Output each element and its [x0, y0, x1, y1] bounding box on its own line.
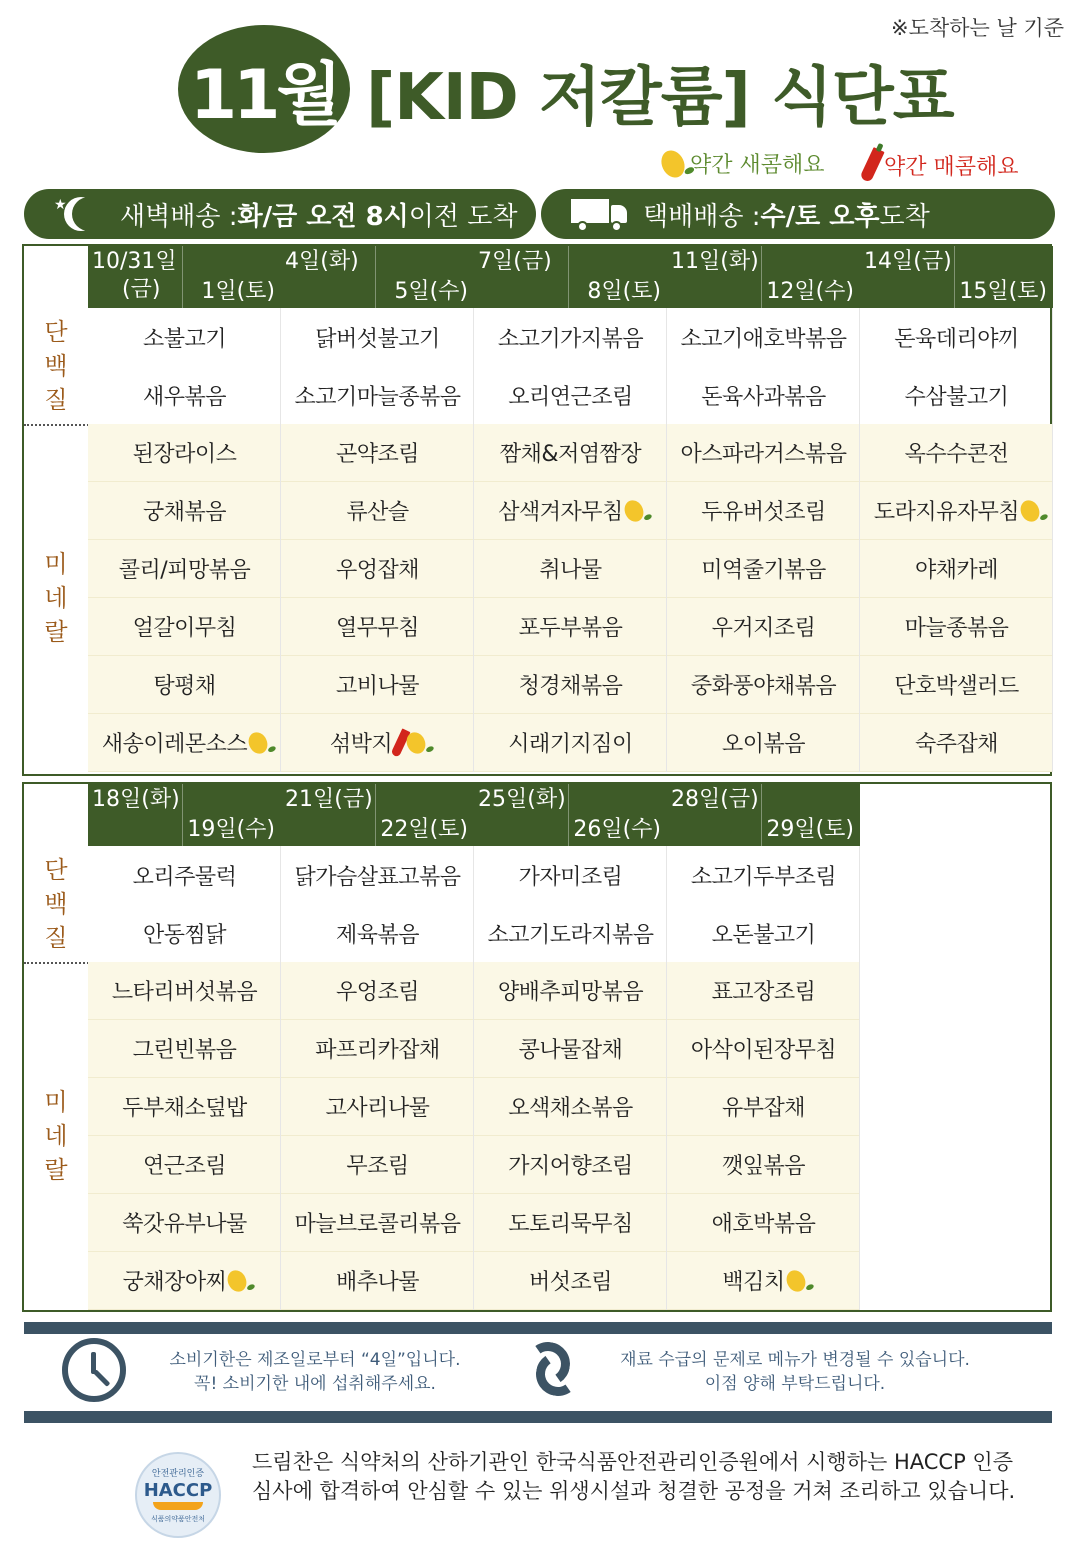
- moon-icon: [72, 197, 106, 231]
- column-separator: [859, 846, 860, 1310]
- day-header-second-date: 1일(토): [201, 279, 275, 304]
- mineral-dish: [474, 482, 667, 540]
- haccp-badge-bottom: 식품의약품안전처: [150, 1515, 206, 1523]
- mineral-cell: [474, 962, 667, 1310]
- protein-dish: 새우볶음: [142, 384, 226, 410]
- mineral-dish: [667, 540, 860, 598]
- day-header-second-date: 26일(수): [573, 817, 661, 842]
- mineral-dish-name: 고사리나물: [325, 1096, 430, 1121]
- truck-icon: [571, 197, 629, 231]
- header-divider: [182, 246, 183, 308]
- header-divider: [954, 246, 955, 308]
- protein-dish: 소고기애호박볶음: [680, 326, 847, 352]
- day-header-first-date: [92, 786, 180, 814]
- mineral-dish: [281, 482, 474, 540]
- day-header-second-date: 22일(토): [380, 817, 468, 842]
- mineral-dish-name: 열무무침: [335, 616, 419, 641]
- menu-table-week1: [22, 244, 1052, 776]
- mineral-dish-name: 두유버섯조림: [701, 500, 826, 525]
- mineral-label-char: 랄: [44, 1156, 68, 1184]
- mineral-label-char: 미: [44, 550, 68, 578]
- protein-row-label: [24, 846, 88, 962]
- protein-cell: [474, 308, 667, 424]
- mineral-dish: [667, 598, 860, 656]
- day-header-first-date: [285, 248, 359, 276]
- mineral-label-char: 네: [44, 1122, 68, 1150]
- change-line-1: 재료 수급의 문제로 메뉴가 변경될 수 있습니다.: [620, 1350, 970, 1370]
- mineral-dish: [860, 598, 1053, 656]
- mineral-dish-name: 탕평채: [153, 674, 216, 699]
- mineral-dish-name: 연근조림: [142, 1154, 226, 1179]
- mineral-dish: [88, 1020, 281, 1078]
- first-date-text: 25일(화): [478, 787, 566, 812]
- haccp-badge-top: 안전관리인증: [151, 1469, 205, 1479]
- mineral-dish: [88, 598, 281, 656]
- day-header-second-date: 5일(수): [394, 279, 468, 304]
- day-column: [667, 246, 860, 772]
- mineral-cell: [860, 424, 1053, 772]
- mineral-dish-name: 궁채장아찌: [122, 1270, 227, 1295]
- menu-change-note: [600, 1348, 990, 1396]
- protein-cell: [667, 308, 860, 424]
- dawn-time: 화/금 오전 8시: [237, 201, 409, 232]
- mineral-row-label: [24, 424, 88, 772]
- first-date-text: 7일(금): [478, 249, 552, 274]
- mineral-dish-name: 중화풍야채볶음: [690, 674, 837, 699]
- protein-cell: [88, 308, 281, 424]
- parcel-time: 수/토 오후: [760, 201, 880, 232]
- mineral-dish: [474, 714, 667, 772]
- mineral-dish: [281, 656, 474, 714]
- mineral-dish-name: 궁채볶음: [142, 500, 226, 525]
- protein-dish: 소고기두부조림: [690, 864, 837, 890]
- protein-dish: 오돈불고기: [711, 922, 816, 948]
- mineral-dish: [667, 1020, 860, 1078]
- mineral-dish-name: 콩나물잡채: [518, 1038, 623, 1063]
- mineral-dish-name: 배추나물: [335, 1270, 419, 1295]
- mineral-dish: [88, 482, 281, 540]
- mineral-dish: [88, 714, 281, 772]
- mineral-dish: [88, 656, 281, 714]
- mineral-dish: [474, 1252, 667, 1310]
- mineral-dish-name: 우거지조림: [711, 616, 816, 641]
- protein-label-char: 백: [44, 352, 68, 380]
- protein-label-char: 백: [44, 890, 68, 918]
- mineral-dish-name: 도라지유자무침: [873, 500, 1020, 525]
- chili-icon: [859, 147, 884, 183]
- mineral-cell: [88, 424, 281, 772]
- protein-dish: 오리연근조림: [508, 384, 633, 410]
- mineral-dish: [474, 656, 667, 714]
- mineral-dish-name: 마늘종볶음: [904, 616, 1009, 641]
- menu-table-week2: [22, 782, 1052, 1312]
- mineral-dish-name: 마늘브로콜리볶음: [294, 1212, 461, 1237]
- mineral-cell: [281, 424, 474, 772]
- mineral-cell: [667, 424, 860, 772]
- protein-cell: [667, 846, 860, 962]
- haccp-badge-main: HACCP: [143, 1480, 213, 1501]
- mineral-dish: [474, 540, 667, 598]
- header-divider: [375, 246, 376, 308]
- first-date-text: 21일(금): [285, 787, 373, 812]
- day-header: [667, 246, 860, 308]
- mineral-dish-name: 백김치: [722, 1270, 785, 1295]
- mineral-dish: [281, 962, 474, 1020]
- mineral-dish-name: 섞박지: [329, 732, 393, 757]
- day-header-first-date: [478, 786, 566, 814]
- clock-icon: [62, 1338, 126, 1402]
- lemon-icon: [245, 729, 271, 757]
- protein-dish: 수삼불고기: [904, 384, 1009, 410]
- dawn-delivery-banner: [24, 189, 536, 239]
- mineral-dish-name: 버섯조림: [528, 1270, 612, 1295]
- mineral-dish-name: 단호박샐러드: [894, 674, 1019, 699]
- mineral-dish-name: 우엉조림: [335, 980, 419, 1005]
- dawn-suffix: 이전 도착: [408, 201, 518, 232]
- protein-cell: [281, 846, 474, 962]
- mineral-dish: [860, 424, 1053, 482]
- legend-spicy-label: 약간 매콤해요: [884, 154, 1019, 180]
- day-header: [474, 784, 667, 846]
- mineral-dish-name: 깻잎볶음: [721, 1154, 805, 1179]
- mineral-dish: [667, 1078, 860, 1136]
- legend-spicy: [866, 148, 1019, 182]
- lemon-icon: [621, 497, 647, 525]
- parcel-suffix: 도착: [879, 201, 930, 232]
- mineral-dish: [281, 1252, 474, 1310]
- mineral-dish-name: 아스파라거스볶음: [680, 442, 847, 467]
- mineral-dish-name: 숙주잡채: [914, 732, 998, 757]
- day-column: [88, 246, 281, 772]
- first-date-text: 11일(화): [671, 249, 759, 274]
- mineral-dish: [667, 1136, 860, 1194]
- haccp-logo: [135, 1452, 221, 1538]
- mineral-dish-name: 가지어향조림: [508, 1154, 633, 1179]
- protein-dish: 닭버섯불고기: [315, 326, 440, 352]
- parcel-delivery-banner: [541, 189, 1055, 239]
- mineral-dish-name: 짬채&저염짬장: [499, 442, 642, 467]
- lemon-icon: [657, 146, 689, 181]
- header-divider: [568, 246, 569, 308]
- day-header-first-date: [671, 786, 759, 814]
- column-separator: [1052, 308, 1053, 772]
- mineral-dish: [667, 714, 860, 772]
- mineral-dish: [88, 1194, 281, 1252]
- mineral-dish-name: 아삭이된장무침: [690, 1038, 837, 1063]
- mineral-dish-name: 표고장조림: [711, 980, 816, 1005]
- day-header-second-date: 19일(수): [187, 817, 275, 842]
- month-badge: 11월: [178, 25, 350, 153]
- mineral-dish: [860, 540, 1053, 598]
- mineral-dish-name: 그린빈볶음: [132, 1038, 237, 1063]
- protein-dish: 안동찜닭: [142, 922, 226, 948]
- day-header: [88, 784, 281, 846]
- mineral-dish-name: 무조림: [346, 1154, 409, 1179]
- mineral-dish-name: 파프리카잡채: [315, 1038, 440, 1063]
- header-divider: [375, 784, 376, 846]
- day-header-first-date: [285, 786, 373, 814]
- protein-dish: 닭가슴살표고볶음: [294, 864, 461, 890]
- mineral-dish-name: 곤약조림: [335, 442, 419, 467]
- mineral-dish: [474, 1078, 667, 1136]
- mineral-dish: [474, 598, 667, 656]
- protein-dish: 소고기도라지볶음: [487, 922, 654, 948]
- mineral-dish: [88, 1252, 281, 1310]
- mineral-dish-name: 청경채볶음: [518, 674, 623, 699]
- mineral-dish: [88, 1078, 281, 1136]
- day-header-second-date: 29일(토): [766, 817, 854, 842]
- protein-dish: 오리주물럭: [132, 864, 237, 890]
- mineral-dish: [281, 1078, 474, 1136]
- day-header: [281, 784, 474, 846]
- protein-label-char: 단: [44, 318, 68, 346]
- mineral-label-char: 미: [44, 1088, 68, 1116]
- day-column: [860, 246, 1053, 772]
- header-divider: [761, 784, 762, 846]
- mineral-dish-name: 오이볶음: [721, 732, 805, 757]
- parcel-prefix: 택배배송 :: [643, 201, 761, 232]
- header-divider: [568, 784, 569, 846]
- protein-label-char: 단: [44, 856, 68, 884]
- day-header-second-date: 15일(토): [959, 279, 1047, 304]
- mineral-cell: [88, 962, 281, 1310]
- haccp-description: 드림찬은 식약처의 산하기관인 한국식품안전관리인증원에서 시행하는 HACCP 인증 심사에 합격하여 안심할 수 있는 위생시설과 청결한 공정을 거쳐 조리하고 있습니다.: [252, 1450, 1016, 1503]
- mineral-dish-name: 류산슬: [346, 500, 409, 525]
- day-header: [474, 246, 667, 308]
- mineral-dish-name: 삼색겨자무침: [498, 500, 623, 525]
- mineral-dish: [88, 1136, 281, 1194]
- expiry-line-1: 소비기한은 제조일로부터 “4일”입니다.: [169, 1350, 461, 1370]
- mineral-dish: [88, 962, 281, 1020]
- legend-sour-label: 약간 새콤해요: [690, 153, 825, 178]
- dawn-prefix: 새벽배송 :: [120, 201, 238, 232]
- day-column: [474, 784, 667, 1310]
- expiry-line-2: 꼭! 소비기한 내에 섭취해주세요.: [194, 1374, 436, 1394]
- lemon-icon: [1017, 497, 1043, 525]
- first-date-text: 10/31일: [92, 249, 177, 274]
- day-column: [281, 246, 474, 772]
- first-date-text: 14일(금): [864, 249, 952, 274]
- day-header-first-date: [864, 248, 952, 276]
- first-date-text: 28일(금): [671, 787, 759, 812]
- mineral-dish-name: 오색채소볶음: [508, 1096, 633, 1121]
- day-header: [667, 784, 860, 846]
- mineral-dish: [667, 482, 860, 540]
- mineral-dish-name: 애호박볶음: [711, 1212, 816, 1237]
- page-title: [KID 저칼륨] 식단표: [366, 61, 954, 135]
- first-date-text: 4일(화): [285, 249, 359, 274]
- mineral-dish-name: 쑥갓유부나물: [122, 1212, 247, 1237]
- mineral-dish-name: 얼갈이무침: [132, 616, 237, 641]
- protein-dish: 소고기가지볶음: [497, 326, 644, 352]
- mineral-dish-name: 시래기지짐이: [508, 732, 633, 757]
- mineral-dish: [860, 482, 1053, 540]
- mineral-dish: [667, 424, 860, 482]
- first-date-text: 18일(화): [92, 787, 180, 812]
- mineral-row-label: [24, 962, 88, 1310]
- mineral-cell: [474, 424, 667, 772]
- day-header-second-date: 12일(수): [766, 279, 854, 304]
- mineral-dish-name: 우엉잡채: [335, 558, 419, 583]
- day-header-second-date: 8일(토): [587, 279, 661, 304]
- mineral-dish-name: 옥수수콘전: [904, 442, 1009, 467]
- arrival-basis-note: ※도착하는 날 기준: [891, 16, 1064, 40]
- legend-sour: [662, 148, 825, 179]
- mineral-dish: [281, 1020, 474, 1078]
- day-header-first-date: [478, 248, 552, 276]
- protein-label-char: 질: [44, 386, 68, 414]
- footer-divider-top: [24, 1322, 1052, 1334]
- mineral-dish: [281, 714, 474, 772]
- mineral-dish-name: 느타리버섯볶음: [111, 980, 258, 1005]
- mineral-dish-name: 유부잡채: [721, 1096, 805, 1121]
- protein-dish: 소불고기: [142, 326, 226, 352]
- lemon-icon: [225, 1267, 251, 1295]
- mineral-cell: [667, 962, 860, 1310]
- mineral-dish: [667, 1194, 860, 1252]
- mineral-dish: [281, 540, 474, 598]
- protein-cell: [88, 846, 281, 962]
- mineral-dish: [474, 1136, 667, 1194]
- mineral-dish-name: 양배추피망볶음: [497, 980, 644, 1005]
- day-column: [281, 784, 474, 1310]
- mineral-dish-name: 콜리/피망볶음: [118, 558, 251, 583]
- protein-dish: 돈육데리야끼: [894, 326, 1019, 352]
- mineral-dish-name: 된장라이스: [132, 442, 237, 467]
- mineral-dish: [281, 598, 474, 656]
- mineral-dish: [281, 424, 474, 482]
- mineral-dish-name: 포두부볶음: [518, 616, 623, 641]
- day-column: [474, 246, 667, 772]
- mineral-cell: [281, 962, 474, 1310]
- expiry-note: [150, 1348, 480, 1396]
- mineral-label-char: 랄: [44, 618, 68, 646]
- mineral-dish-name: 미역줄기볶음: [701, 558, 826, 583]
- mineral-dish: [667, 1252, 860, 1310]
- star-icon: ★: [54, 197, 67, 213]
- mineral-dish: [88, 424, 281, 482]
- protein-dish: 제육볶음: [335, 922, 419, 948]
- mineral-dish: [474, 1194, 667, 1252]
- mineral-dish: [860, 714, 1053, 772]
- lemon-icon: [783, 1267, 809, 1295]
- mineral-dish: [281, 1136, 474, 1194]
- mineral-dish: [667, 962, 860, 1020]
- first-date-weekday: (금): [122, 277, 161, 302]
- header-divider: [182, 784, 183, 846]
- footer-divider-bottom: [24, 1411, 1052, 1423]
- protein-cell: [860, 308, 1053, 424]
- day-header: [860, 246, 1053, 308]
- day-header-first-date: [92, 248, 177, 304]
- protein-row-label: [24, 308, 88, 424]
- refresh-icon: [522, 1338, 586, 1402]
- protein-label-char: 질: [44, 924, 68, 952]
- mineral-dish-name: 고비나물: [335, 674, 419, 699]
- protein-dish: 소고기마늘종볶음: [294, 384, 461, 410]
- protein-dish: 돈육사과볶음: [701, 384, 826, 410]
- mineral-dish: [474, 1020, 667, 1078]
- day-header-first-date: [671, 248, 759, 276]
- day-column: [88, 784, 281, 1310]
- mineral-dish: [860, 656, 1053, 714]
- day-header: [88, 246, 281, 308]
- mineral-dish-name: 두부채소덮밥: [122, 1096, 247, 1121]
- day-column: [667, 784, 860, 1310]
- mineral-dish: [88, 540, 281, 598]
- mineral-label-char: 네: [44, 584, 68, 612]
- mineral-dish-name: 도토리묵무침: [508, 1212, 633, 1237]
- header-divider: [761, 246, 762, 308]
- mineral-dish: [667, 656, 860, 714]
- mineral-dish-name: 새송이레몬소스: [101, 732, 248, 757]
- mineral-dish-name: 야채카레: [914, 558, 998, 583]
- mineral-dish: [281, 1194, 474, 1252]
- protein-cell: [474, 846, 667, 962]
- protein-dish: 가자미조림: [518, 864, 623, 890]
- change-line-2: 이점 양해 부탁드립니다.: [704, 1374, 886, 1394]
- day-header: [281, 246, 474, 308]
- mineral-dish: [474, 424, 667, 482]
- protein-cell: [281, 308, 474, 424]
- mineral-dish: [474, 962, 667, 1020]
- mineral-dish-name: 취나물: [539, 558, 602, 583]
